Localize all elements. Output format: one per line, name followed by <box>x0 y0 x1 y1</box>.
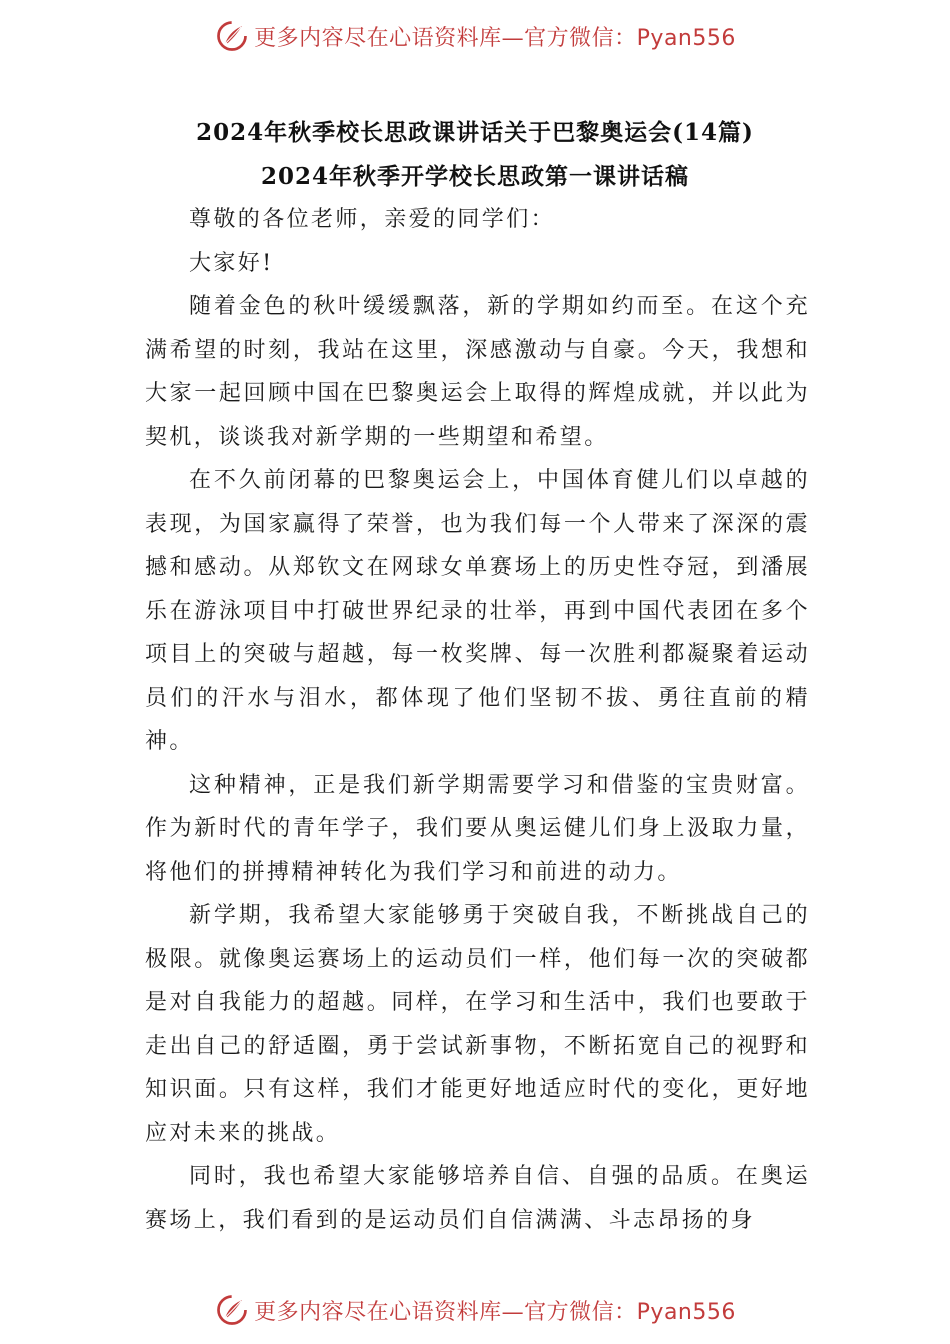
paragraph: 尊敬的各位老师，亲爱的同学们： <box>189 207 556 232</box>
watermark-handle: Pyan556 <box>636 1299 736 1325</box>
paragraph: 这种精神，正是我们新学期需要学习和借鉴的宝贵财富。作为新时代的青年学子，我们要从奥运健儿们身上汲取力量，将他们的拼搏精神转化为我们学习和前进的动力。 <box>145 772 810 885</box>
paragraph: 随着金色的秋叶缓缓飘落，新的学期如约而至。在这个充满希望的时刻，我站在这里，深感激动与自豪。今天，我想和大家一起回顾中国在巴黎奥运会上取得的辉煌成就，并以此为契机，谈谈我对新学期的一些期望和希望。 <box>145 294 810 450</box>
logo-icon <box>214 1292 250 1328</box>
logo-icon <box>214 18 250 54</box>
paragraph: 同时，我也希望大家能够培养自信、自强的品质。在奥运赛场上，我们看到的是运动员们自信满满、斗志昂扬的身 <box>145 1164 810 1233</box>
document-subtitle: 2024年秋季开学校长思政第一课讲话稿 <box>260 163 689 190</box>
watermark-label: 更多内容尽在心语资料库—官方微信： <box>254 1299 637 1325</box>
watermark-text <box>254 1295 736 1326</box>
watermark-handle: Pyan556 <box>636 25 736 51</box>
watermark-banner-bottom <box>0 1290 950 1330</box>
document-body <box>145 198 810 1242</box>
paragraph: 在不久前闭幕的巴黎奥运会上，中国体育健儿们以卓越的表现，为国家赢得了荣誉，也为我们每一个人带来了深深的震撼和感动。从郑钦文在网球女单赛场上的历史性夺冠，到潘展乐在游泳项目中打破世界纪录的壮举，再到中国代表团在多个项目上的突破与超越，每一枚奖牌、每一次胜利都凝聚着运动员们的汗水与泪水，都体现了他们坚韧不拔、勇往直前的精神。 <box>145 468 810 754</box>
paragraph: 新学期，我希望大家能够勇于突破自我，不断挑战自己的极限。就像奥运赛场上的运动员们一样，他们每一次的突破都是对自我能力的超越。同样，在学习和生活中，我们也要敢于走出自己的舒适圈，勇于尝试新事物，不断拓宽自己的视野和知识面。只有这样，我们才能更好地适应时代的变化，更好地应对未来的挑战。 <box>145 903 810 1146</box>
document-title: 2024年秋季校长思政课讲话关于巴黎奥运会(14篇) <box>196 119 754 146</box>
watermark-label: 更多内容尽在心语资料库—官方微信： <box>254 25 637 51</box>
paragraph: 大家好! <box>189 250 274 276</box>
watermark-text <box>254 21 736 52</box>
watermark-banner-top <box>0 16 950 56</box>
